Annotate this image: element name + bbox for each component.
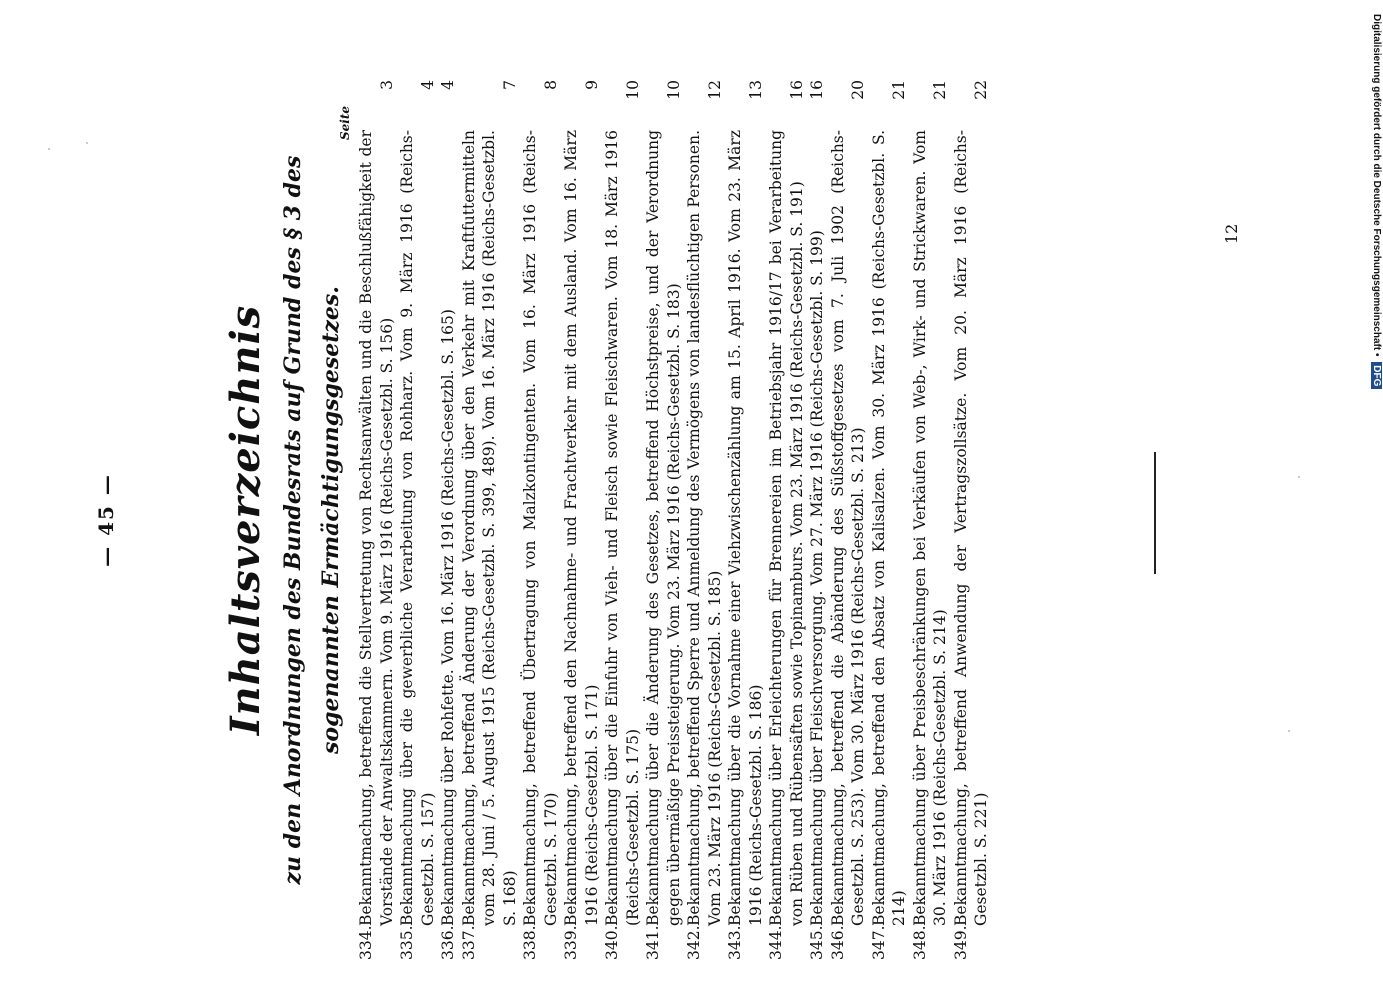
toc-entry	[397, 80, 438, 960]
entry-text: Bekanntmachung über die Änderung des Gesetzes, betreffend Höchstpreise, und der Verordnung gegen übermäßige Preissteigerung. Vom 23. März 1916 (Reichs-Gesetzbl. S. 183)	[644, 130, 683, 926]
toc-entry	[438, 80, 459, 960]
dfg-logo: DFG	[1371, 362, 1382, 389]
entry-page: 13	[746, 80, 765, 100]
entry-text: Bekanntmachung über die gewerbliche Verarbeitung von Rohharz. Vom 9. März 1916 (Reichs-Gesetzbl. S. 157)	[398, 130, 437, 926]
entry-text: Bekanntmachung über Rohfette. Vom 16. März 1916 (Reichs-Gesetzbl. S. 165)	[439, 309, 457, 926]
entry-page: 10	[623, 80, 642, 100]
entry-text: Bekanntmachung, betreffend die Abänderung des Süßstoffgesetzes vom 7. Juli 1902 (Reichs-Gesetzbl. S. 253). Vom 30. März 1916 (Reichs-Gesetzbl. S. 213)	[828, 130, 867, 926]
entry-number: 335.	[398, 925, 416, 960]
entry-page: 4	[418, 80, 437, 90]
toc-entry	[684, 80, 725, 960]
entry-page: 8	[541, 80, 560, 90]
entry-number: 336.	[439, 925, 457, 960]
toc-entry	[520, 80, 561, 960]
entry-page: 21	[890, 80, 908, 100]
toc-entry	[561, 80, 602, 960]
entry-number: 345.	[808, 925, 826, 960]
entry-text: Bekanntmachung, betreffend Anwendung der Vertragszollsätze. Vom 20. März 1916 (Reichs-Gesetzbl. S. 221)	[951, 130, 990, 926]
entry-number: 340.	[603, 925, 621, 960]
entry-page: 4	[439, 80, 457, 90]
entry-page: 9	[582, 80, 601, 90]
entry-page: 22	[972, 80, 990, 100]
rotated-page	[94, 80, 1241, 960]
page-column-header: Seite	[338, 105, 352, 140]
scan-speck	[86, 142, 88, 144]
entry-number: 338.	[521, 925, 539, 960]
entry-text: Bekanntmachung, betreffend Änderung der Verordnung über den Verkehr mit Kraftfuttermitteln vom 28. Juni / 5. August 1915 (Reichs-Gesetzbl. S. 399, 489). Vom 16. März 1916 (Reichs-Gesetzbl. S. 168)	[459, 130, 519, 926]
entry-text: Bekanntmachung über die Vornahme einer Viehzwischenzählung am 15. April 1916. Vom 23. März 1916 (Reichs-Gesetzbl. S. 186)	[726, 130, 765, 926]
page-title: Inhaltsverzeichnis	[222, 304, 269, 736]
toc-list	[356, 80, 992, 960]
entry-number: 348.	[910, 925, 929, 960]
toc-entry	[951, 80, 992, 960]
entry-text: Bekanntmachung über die Einfuhr von Vieh- und Fleisch sowie Fleischwaren. Vom 18. März 1916 (Reichs-Gesetzbl. S. 175)	[603, 130, 642, 926]
entry-page: 20	[849, 80, 867, 100]
entry-page: 10	[664, 80, 683, 100]
credit-text: Digitalisierung gefördert durch die Deutsche Forschungsgemeinschaft •	[1371, 14, 1382, 357]
entry-text: Bekanntmachung, betreffend die Stellvertretung von Rechtsanwälten und die Beschlußfähigkeit der Vorstände der Anwaltskammern. Vom 9. März 1916 (Reichs-Gesetzbl. S. 156)	[357, 130, 396, 926]
page-number: — 45 —	[94, 473, 118, 567]
entry-page: 7	[500, 80, 519, 90]
entry-text: Bekanntmachung über Erleichterungen für Brennereien im Betriebsjahr 1916/17 bei Verarbeitung von Rüben und Rübensäften sowie Topinamburs. Vom 23. März 1916 (Reichs-Gesetzbl. S. 191)	[767, 130, 806, 926]
entry-number: 349.	[951, 925, 970, 960]
scan-speck	[48, 148, 50, 150]
digitization-credit	[1371, 14, 1382, 389]
toc-entry	[643, 80, 684, 960]
entry-number: 342.	[685, 925, 703, 960]
scan-speck	[1298, 476, 1300, 478]
entry-text: Bekanntmachung, betreffend den Nachnahme- und Frachtverkehr mit dem Ausland. Vom 16. März 1916 (Reichs-Gesetzbl. S. 171)	[562, 130, 601, 926]
toc-entry	[725, 80, 766, 960]
entry-number: 334.	[357, 925, 375, 960]
toc-entry	[602, 80, 643, 960]
entry-number: 346.	[828, 925, 847, 960]
entry-number: 341.	[644, 925, 662, 960]
separator-rule	[1154, 452, 1156, 574]
entry-page: 3	[377, 80, 396, 90]
entry-text: Bekanntmachung, betreffend den Absatz von Kalisalzen. Vom 30. März 1916 (Reichs-Gesetzbl. S. 214)	[869, 130, 908, 926]
toc-entry	[459, 80, 521, 960]
entry-text: Bekanntmachung, betreffend Übertragung von Malzkontingenten. Vom 16. März 1916 (Reichs-Gesetzbl. S. 170)	[521, 130, 560, 926]
toc-entry	[828, 80, 869, 960]
entry-page: 12	[705, 80, 724, 100]
entry-number: 343.	[726, 925, 744, 960]
signature-number: 12	[1222, 223, 1241, 244]
entry-page: 16	[787, 80, 806, 100]
toc-entry	[766, 80, 807, 960]
entry-text: Bekanntmachung, betreffend Sperre und Anmeldung des Vermögens von landesflüchtigen Personen. Vom 23. März 1916 (Reichs-Gesetzbl. S. 185)	[685, 130, 724, 926]
entry-number: 344.	[767, 925, 785, 960]
toc-entry	[356, 80, 397, 960]
entry-page: 16	[808, 80, 826, 100]
page-subtitle: zu den Anordnungen des Bundesrats auf Grund des § 3 des sogenannten Ermächtigungsgesetzes.	[280, 155, 344, 885]
entry-text: Bekanntmachung über Fleischversorgung. Vom 27. März 1916 (Reichs-Gesetzbl. S. 199)	[808, 230, 826, 926]
entry-text: Bekanntmachung über Preisbeschränkungen bei Verkäufen von Web-, Wirk- und Strickwaren. Vom 30. März 1916 (Reichs-Gesetzbl. S. 214)	[910, 130, 949, 926]
entry-number: 337.	[459, 925, 478, 960]
toc-entry	[910, 80, 951, 960]
toc-entry	[807, 80, 828, 960]
scan-speck	[1288, 730, 1290, 732]
entry-number: 339.	[562, 925, 580, 960]
entry-page: 21	[931, 80, 949, 100]
toc-entry	[869, 80, 910, 960]
entry-number: 347.	[869, 925, 888, 960]
